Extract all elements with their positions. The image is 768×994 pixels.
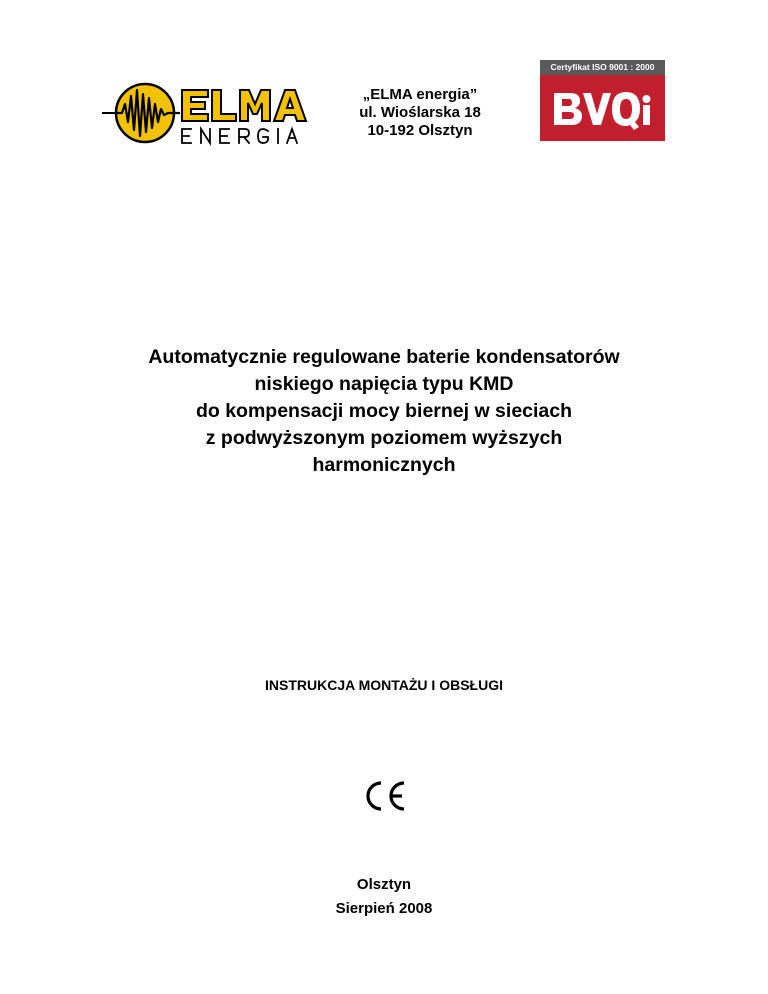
company-address [332,86,508,140]
iso-certificate-badge [540,60,665,141]
elma-logo-graphic [102,82,312,146]
ce-mark-icon [362,780,408,812]
footer-date: Sierpień 2008 [335,900,433,917]
title-line-4: z podwyższonym poziomem wyższych [205,427,563,449]
company-name: „ELMA energia” [362,86,478,103]
document-title [60,344,708,479]
title-line-2: niskiego napięcia typu KMD [254,373,514,395]
document-subtitle: INSTRUKCJA MONTAŻU I OBSŁUGI [265,677,503,693]
bvqi-logo [540,75,665,141]
title-line-1: Automatycznie regulowane baterie kondensatorów [148,346,620,368]
elma-energia-logo [102,82,312,146]
certificate-label: Certyfikat ISO 9001 : 2000 [540,60,665,75]
company-city: 10-192 Olsztyn [367,122,473,139]
title-line-3: do kompensacji mocy biernej w sieciach [195,400,573,422]
footer-place: Olsztyn [356,876,412,893]
document-footer [234,873,534,921]
company-street: ul. Wioślarska 18 [359,104,481,121]
title-line-5: harmonicznych [312,454,456,476]
bvqi-mark-graphic [540,75,665,141]
